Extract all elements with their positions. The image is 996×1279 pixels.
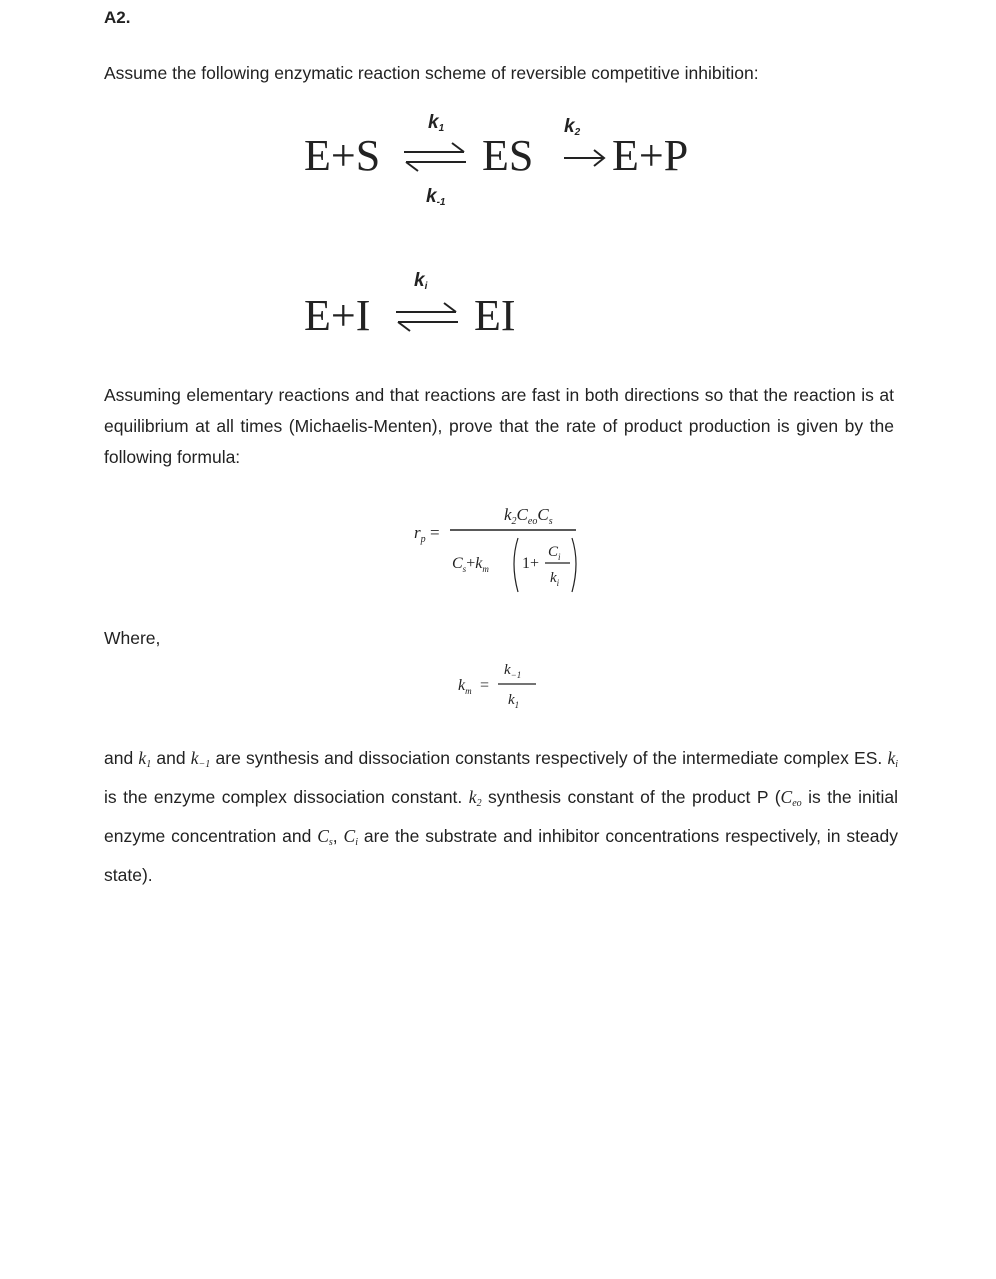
svg-text:km: $k_m$ xyxy=(458,677,472,696)
scheme1-reactants: E+S xyxy=(304,131,381,180)
rate-constant-k1: $k_1$ xyxy=(428,112,445,134)
rate-formula xyxy=(400,496,600,600)
svg-text:Ci: $C_i$ xyxy=(548,544,561,562)
rate-constant-k-1: $k_{-1}$ xyxy=(426,186,446,208)
rate-constant-ki: $k_i$ xyxy=(414,270,428,292)
svg-text:Cs+km: $C_s+k_m$ xyxy=(452,555,489,574)
svg-text:=: = xyxy=(480,677,490,694)
svg-text:k2CeoCs: $k_2C_{eo}C_s$ xyxy=(504,505,553,527)
forward-arrow xyxy=(560,146,610,170)
svg-text:1+: 1+ xyxy=(522,555,540,572)
svg-text:k−1: $k_{-1}$ xyxy=(504,662,522,680)
assumption-paragraph: Assuming elementary reactions and that reactions are fast in both directions so that the reaction is at equilibrium at all times (Michaelis-Menten), prove that the rate of product production is given by the following formula: xyxy=(104,385,894,467)
scheme2-reactants: E+I xyxy=(304,291,371,340)
where-label: Where, xyxy=(104,628,161,648)
rate-constant-k2: $k_2$ xyxy=(564,116,581,138)
svg-text:ki: $k_i$ xyxy=(550,570,560,588)
reversible-arrow-1 xyxy=(400,140,470,174)
intro-paragraph: Assume the following enzymatic reaction scheme of reversible competitive inhibition: xyxy=(104,63,759,83)
svg-text:k1: $k_1$ xyxy=(508,692,520,710)
explanation-paragraph: and $k_1$ and $k_{-1}$ are synthesis and dissociation constants respectively of the intermediate complex ES. $k_i$ is the enzyme complex dissociation constant. $k_2$ synthesis constant of the product P ($C_{eo}$ is the initial enzyme concentration and $C_s$, $C_i$ are the substrate and inhibitor concentrations respectively, in steady state). xyxy=(104,748,898,885)
svg-text:rp: $r_p$ xyxy=(414,523,426,545)
svg-text:=: = xyxy=(430,523,440,542)
problem-number: A2. xyxy=(104,8,131,27)
km-formula xyxy=(454,654,554,718)
scheme1-products: E+P xyxy=(612,131,689,180)
scheme2-complex: EI xyxy=(474,291,516,340)
reversible-arrow-2 xyxy=(392,300,462,334)
scheme1-complex: ES xyxy=(482,131,534,180)
